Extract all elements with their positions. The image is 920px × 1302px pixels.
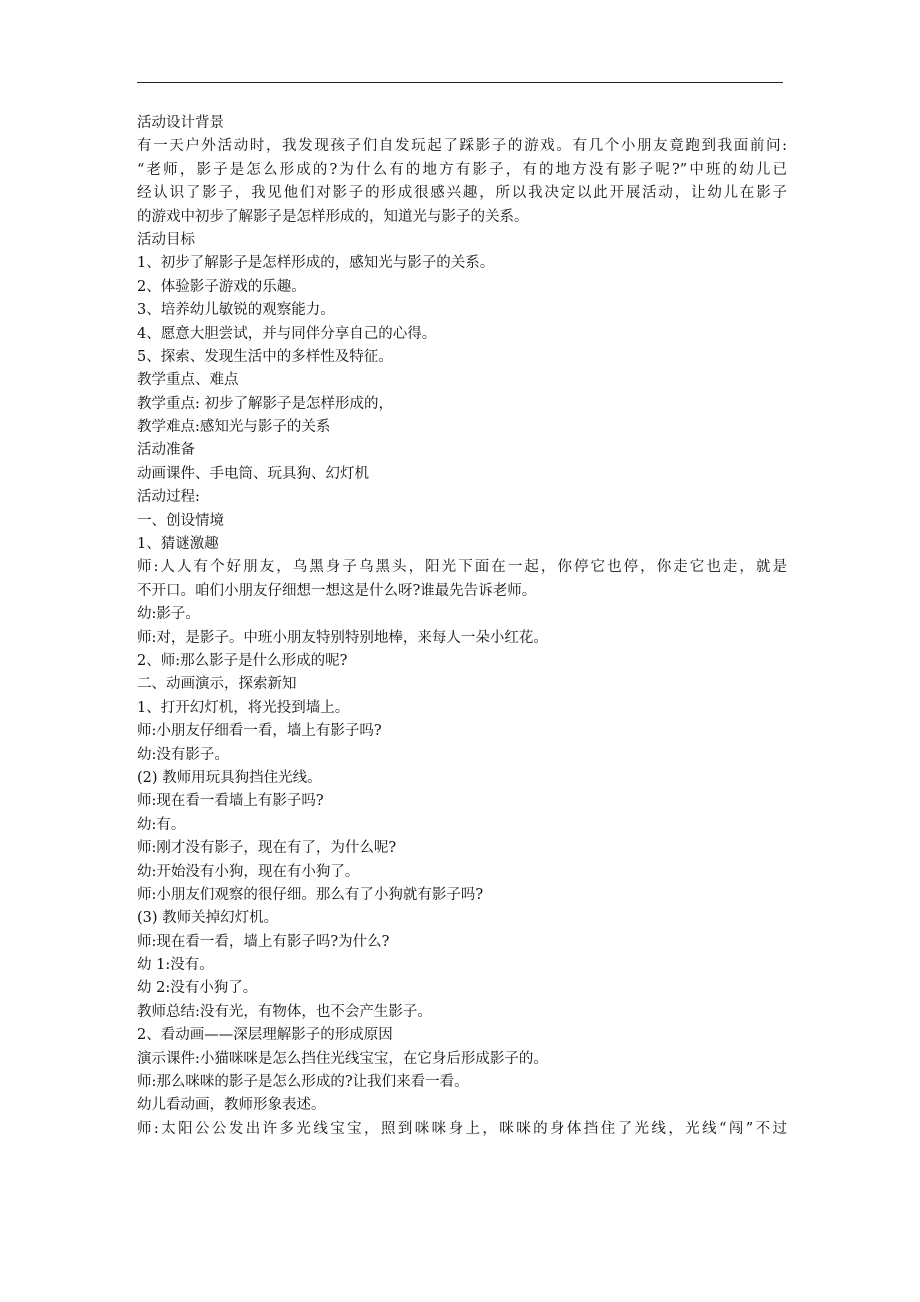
- text-line: 有一天户外活动时，我发现孩子们自发玩起了踩影子的游戏。有几个小朋友竟跑到我面前问:: [137, 138, 787, 155]
- text-line: 教师总结:没有光，有物体，也不会产生影子。: [137, 1003, 432, 1020]
- text-line: 幼 1:没有。: [137, 957, 214, 974]
- text-line: 1、猜谜激趣: [137, 536, 219, 553]
- text-line: 1、初步了解影子是怎样形成的，感知光与影子的关系。: [137, 255, 495, 272]
- text-line: 教学重点: 初步了解影子是怎样形成的，: [137, 395, 393, 412]
- text-line: 经认识了影子，我见他们对影子的形成很感兴趣，所以我决定以此开展活动，让幼儿在影子: [137, 185, 787, 202]
- text-line: 2、师:那么影子是什么形成的呢?: [137, 652, 348, 669]
- text-line: 活动过程:: [137, 489, 200, 506]
- text-line: 活动目标: [137, 231, 195, 248]
- text-line: 师:对，是影子。中班小朋友特别特别地棒，来每人一朵小红花。: [137, 629, 548, 646]
- text-line: 幼儿看动画，教师形象表述。: [137, 1097, 326, 1114]
- text-line: 动画课件、手电筒、玩具狗、幻灯机: [137, 465, 369, 482]
- text-line: 幼 2:没有小狗了。: [137, 980, 258, 997]
- text-line: (2) 教师用玩具狗挡住光线。: [137, 769, 322, 786]
- document-body: [137, 112, 787, 1141]
- text-line: 活动设计背景: [137, 115, 224, 131]
- text-line: 2、体验影子游戏的乐趣。: [137, 278, 306, 295]
- text-line: 3、培养幼儿敏锐的观察能力。: [137, 302, 335, 319]
- text-line: 不开口。咱们小朋友仔细想一想这是什么呀?谁最先告诉老师。: [137, 582, 537, 599]
- header-rule: [137, 82, 783, 83]
- text-line: (3) 教师关掉幻灯机。: [137, 910, 279, 927]
- text-line: 师:刚才没有影子，现在有了，为什么呢?: [137, 840, 397, 857]
- text-line: 师:那么咪咪的影子是怎么形成的?让我们来看一看。: [137, 1074, 469, 1091]
- text-line: 教学难点:感知光与影子的关系: [137, 419, 331, 436]
- text-line: 幼:没有影子。: [137, 746, 229, 763]
- text-line: 5、探索、发现生活中的多样性及特征。: [137, 348, 393, 365]
- text-line: 教学重点、难点: [137, 372, 239, 389]
- text-line: 二、动画演示，探索新知: [137, 676, 297, 693]
- text-line: 2、看动画——深层理解影子的形成原因: [137, 1027, 393, 1044]
- text-line: “老师，影子是怎么形成的?为什么有的地方有影子，有的地方没有影子呢?”中班的幼儿已: [137, 161, 787, 178]
- text-line: 幼:开始没有小狗，现在有小狗了。: [137, 863, 360, 880]
- text-line: 1、打开幻灯机，将光投到墙上。: [137, 699, 350, 716]
- text-line: 师:现在看一看墙上有影子吗?: [137, 793, 324, 810]
- text-line: 活动准备: [137, 442, 195, 459]
- text-line: 幼:有。: [137, 816, 186, 833]
- text-line: 幼:影子。: [137, 606, 200, 623]
- text-line: 师:小朋友们观察的很仔细。那么有了小狗就有影子吗?: [137, 886, 484, 903]
- text-line: 4、愿意大胆尝试，并与同伴分享自己的心得。: [137, 325, 437, 342]
- text-line: 师:小朋友仔细看一看，墙上有影子吗?: [137, 723, 382, 740]
- text-line: 师:现在看一看，墙上有影子吗?为什么?: [137, 933, 390, 950]
- text-line: 演示课件:小猫咪咪是怎么挡住光线宝宝，在它身后形成影子的。: [137, 1050, 548, 1067]
- text-line: 师:人人有个好朋友，乌黑身子乌黑头，阳光下面在一起，你停它也停，你走它也走，就是: [137, 559, 787, 576]
- text-line: 师:太阳公公发出许多光线宝宝，照到咪咪身上，咪咪的身体挡住了光线，光线“闯”不过: [137, 1120, 787, 1137]
- text-line: 的游戏中初步了解影子是怎样形成的，知道光与影子的关系。: [137, 208, 529, 225]
- text-line: 一、创设情境: [137, 512, 224, 529]
